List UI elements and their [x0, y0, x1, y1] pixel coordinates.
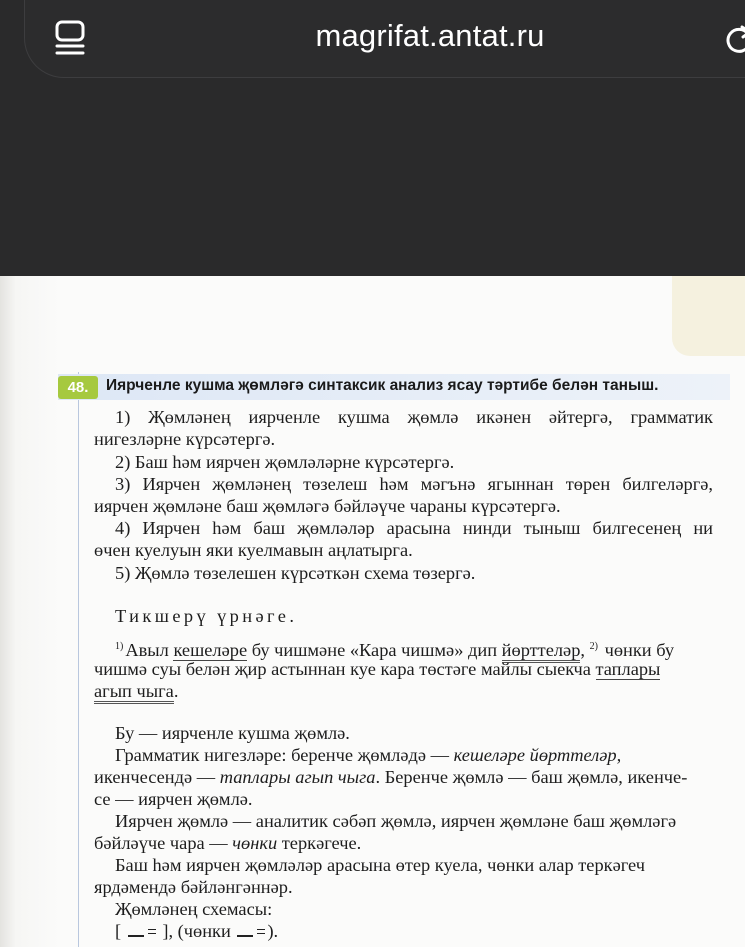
- predicate-word: агып чыга: [94, 681, 174, 704]
- sample-text: чөнки бу: [599, 640, 675, 660]
- predicate-word: йөрттеләр: [502, 640, 581, 663]
- step-line: 1) Җөмләнең иярченле кушма җөмлә икәнен әйтергә, грамматик: [115, 407, 713, 427]
- analysis-text: икенчесендә —: [94, 767, 220, 787]
- analysis-line: ярдәмендә бәйләнгәннәр.: [94, 877, 293, 897]
- scheme-text: ], (чөнки: [157, 921, 236, 941]
- step-line: нигезләрне күрсәтергә.: [94, 429, 276, 449]
- analysis-line: [94, 832, 361, 854]
- scheme-subject-mark: [237, 925, 253, 937]
- subject-word: кешеләре: [173, 640, 248, 660]
- scheme-text: ).: [267, 921, 279, 941]
- step-line: өчен куелуын яки куелмавын аңлатырга.: [94, 540, 413, 560]
- sample-heading: Тикшерү үрнәге.: [115, 606, 298, 626]
- step-line: 4) Иярчен һәм баш җөмләләр арасына нинди тыныш билгесенең ни: [115, 518, 713, 538]
- analysis-line: [115, 744, 621, 766]
- analysis-italic: кешеләре йөрттеләр,: [453, 745, 622, 765]
- tabs-icon[interactable]: [54, 20, 88, 58]
- sample-sentence-line-3: [94, 680, 178, 702]
- corner-decoration: [672, 276, 745, 356]
- analysis-text: бәйләүче чара —: [94, 833, 233, 853]
- sample-text: .: [173, 681, 179, 701]
- exercise-title: Иярченле кушма җөмләгә синтаксик анализ ясау тәртибе белән таныш.: [106, 377, 659, 394]
- analysis-italic: чөнки: [232, 833, 278, 853]
- reload-icon[interactable]: [724, 24, 745, 54]
- sentence-marker: 1): [115, 641, 124, 652]
- scheme-predicate-mark: [257, 929, 265, 934]
- sample-text: Авыл: [125, 640, 174, 660]
- scheme-text: [: [115, 921, 126, 941]
- address-bar[interactable]: [24, 0, 745, 78]
- step-line: 3) Иярчен җөмләнең төзелеш һәм мәгънә ягыннан төрен билгеләргә,: [115, 474, 713, 494]
- exercise-number-badge: 48.: [58, 376, 98, 399]
- analysis-line: Җөмләнең схемасы:: [115, 899, 273, 919]
- step-line: 5) Җөмлә төзелешен күрсәткән схема төзергә.: [115, 563, 476, 583]
- sample-text: бу чишмәне «Кара чишмә» дип: [247, 640, 502, 660]
- scheme-predicate-mark: [148, 929, 156, 934]
- analysis-text: . Беренче җөмлә — баш җөмлә, икенче-: [375, 767, 688, 787]
- analysis-line: Бу — иярченле кушма җөмлә.: [115, 723, 350, 743]
- scheme-subject-mark: [128, 925, 144, 937]
- analysis-text: Грамматик нигезләре: беренче җөмләдә —: [115, 745, 454, 765]
- step-line: иярчен җөмләне баш җөмләгә бәйләүче чараны күрсәтергә.: [94, 496, 561, 516]
- sample-text: ,: [580, 640, 590, 660]
- sample-text: чишмә суы белән җир астыннан куе кара төстәге майлы сыекча: [94, 659, 596, 679]
- sentence-marker: 2): [589, 641, 598, 652]
- sentence-scheme: [115, 920, 278, 942]
- subject-word: таплары: [595, 659, 661, 679]
- analysis-line: Иярчен җөмлә — аналитик сәбәп җөмлә, иярчен җөмләне баш җөмләгә: [115, 811, 677, 831]
- url-text[interactable]: magrifat.antat.ru: [315, 18, 545, 53]
- margin-line: [78, 372, 79, 947]
- sample-sentence-line-2: [94, 658, 660, 680]
- analysis-italic: таплары агып чыга: [219, 767, 376, 787]
- step-line: 2) Баш һәм иярчен җөмләләрне күрсәтергә.: [115, 452, 455, 472]
- browser-chrome: [0, 0, 745, 276]
- analysis-line: [94, 766, 687, 788]
- analysis-line: се — иярчен җөмлә.: [94, 789, 253, 809]
- analysis-text: теркәгече.: [277, 833, 362, 853]
- analysis-line: Баш һәм иярчен җөмләләр арасына өтер куела, чөнки алар теркәгеч: [115, 855, 645, 875]
